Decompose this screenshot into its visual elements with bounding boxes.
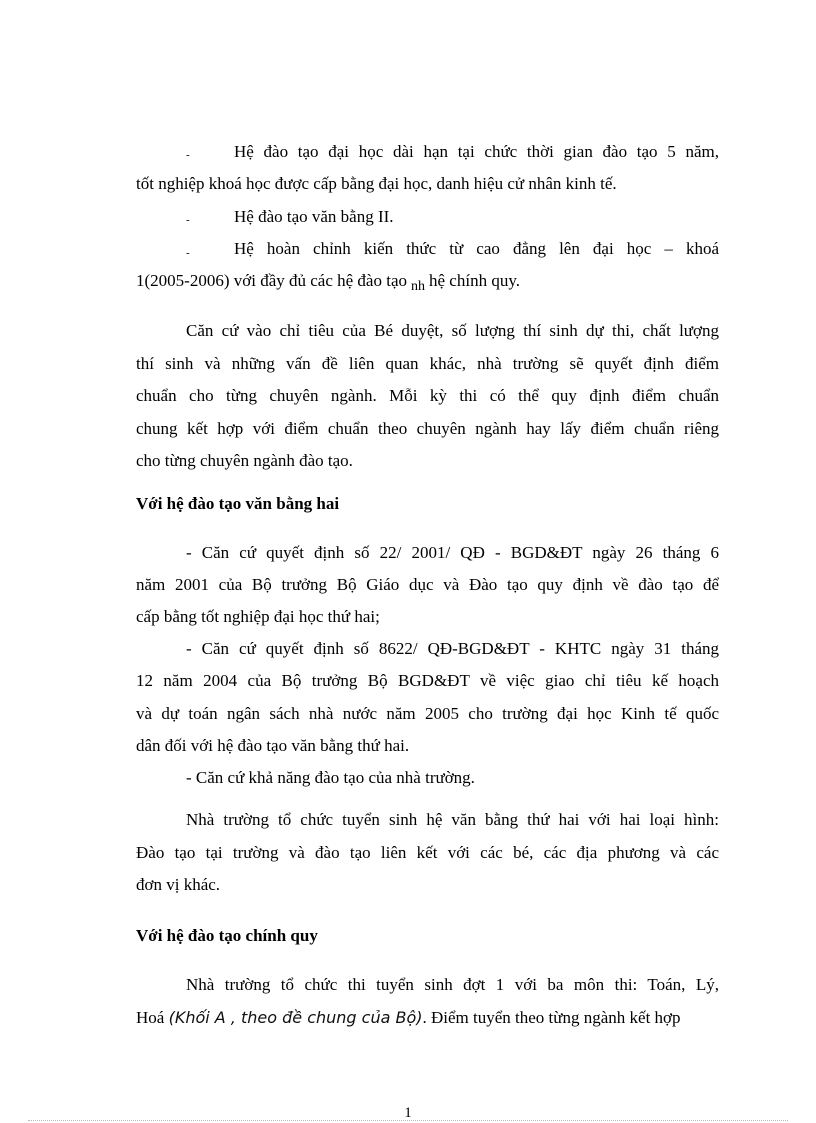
list-item-3-line-1: Hệ hoàn chỉnh kiến thức từ cao đẳng lên đại học – khoá — [234, 239, 719, 258]
paragraph-4: - Căn cứ khả năng đào tạo của nhà trường. — [186, 768, 475, 787]
section-heading-chinh-quy: Với hệ đào tạo chính quy — [136, 926, 318, 945]
section-heading-van-bang-hai: Với hệ đào tạo văn bằng hai — [136, 494, 340, 513]
paragraph-1-line: chung kết hợp với điểm chuẩn theo chuyên ngành hay lấy điểm chuẩn riêng — [136, 419, 719, 438]
paragraph-6-italic-note: (Khối A , theo đề chung của Bộ) — [168, 1008, 423, 1027]
paragraph-2-line: cấp bằng tốt nghiệp đại học thứ hai; — [136, 607, 380, 626]
paragraph-5-line: đơn vị khác. — [136, 875, 221, 894]
list-item-1-line-1: Hệ đào tạo đại học dài hạn tại chức thời gian đào tạo 5 năm, — [234, 142, 719, 161]
list-item-3-line-2 — [136, 270, 520, 294]
paragraph-6-text-b: . Điểm tuyển theo từng ngành kết hợp — [422, 1008, 681, 1027]
paragraph-1-line: Căn cứ vào chỉ tiêu của Bé duyệt, số lượng thí sinh dự thi, chất lượng — [186, 321, 719, 340]
paragraph-3-line: 12 năm 2004 của Bộ trưởng Bộ BGD&ĐT về việc giao chỉ tiêu kế hoạch — [136, 671, 719, 690]
list-item-1-line-2: tốt nghiệp khoá học được cấp bằng đại học, danh hiệu cử nhân kinh tế. — [136, 174, 617, 193]
paragraph-5-line: Đào tạo tại trường và đào tạo liên kết với các bé, các địa phương và các — [136, 843, 719, 862]
paragraph-2-line: - Căn cứ quyết định số 22/ 2001/ QĐ - BGD&ĐT ngày 26 tháng 6 — [186, 543, 719, 562]
paragraph-3-line: và dự toán ngân sách nhà nước năm 2005 cho trường đại học Kinh tế quốc — [136, 704, 719, 723]
bullet-dash: - — [186, 149, 190, 161]
paragraph-1-line: cho từng chuyên ngành đào tạo. — [136, 451, 353, 470]
paragraph-6-text-a: Hoá — [136, 1008, 165, 1027]
paragraph-1-line: thí sinh và những vấn đề liên quan khác, nhà trường sẽ quyết định điểm — [136, 354, 719, 373]
list-item-3-text-b: hệ chính quy. — [429, 271, 520, 290]
paragraph-3-line: dân đối với hệ đào tạo văn bằng thứ hai. — [136, 736, 410, 755]
page-number: 1 — [404, 1105, 412, 1121]
footer-divider — [28, 1120, 788, 1121]
paragraph-6-line-2 — [136, 1007, 681, 1029]
list-item-3-subscript: nh — [411, 279, 425, 294]
list-item-3-text-a: 1(2005-2006) với đầy đủ các hệ đào tạo — [136, 271, 407, 290]
paragraph-2-line: năm 2001 của Bộ trưởng Bộ Giáo dục và Đào tạo quy định về đào tạo để — [136, 575, 719, 594]
bullet-dash: - — [186, 214, 190, 226]
paragraph-3-line: - Căn cứ quyết định số 8622/ QĐ-BGD&ĐT - KHTC ngày 31 tháng — [186, 639, 719, 658]
bullet-dash: - — [186, 247, 190, 259]
paragraph-6-line-1: Nhà trường tổ chức thi tuyển sinh đợt 1 với ba môn thi: Toán, Lý, — [186, 975, 719, 994]
paragraph-5-line: Nhà trường tổ chức tuyển sinh hệ văn bằng thứ hai với hai loại hình: — [186, 810, 719, 829]
list-item-2: Hệ đào tạo văn bằng II. — [234, 207, 394, 226]
paragraph-1-line: chuẩn cho từng chuyên ngành. Mỗi kỳ thi có thể quy định điểm chuẩn — [136, 386, 719, 405]
